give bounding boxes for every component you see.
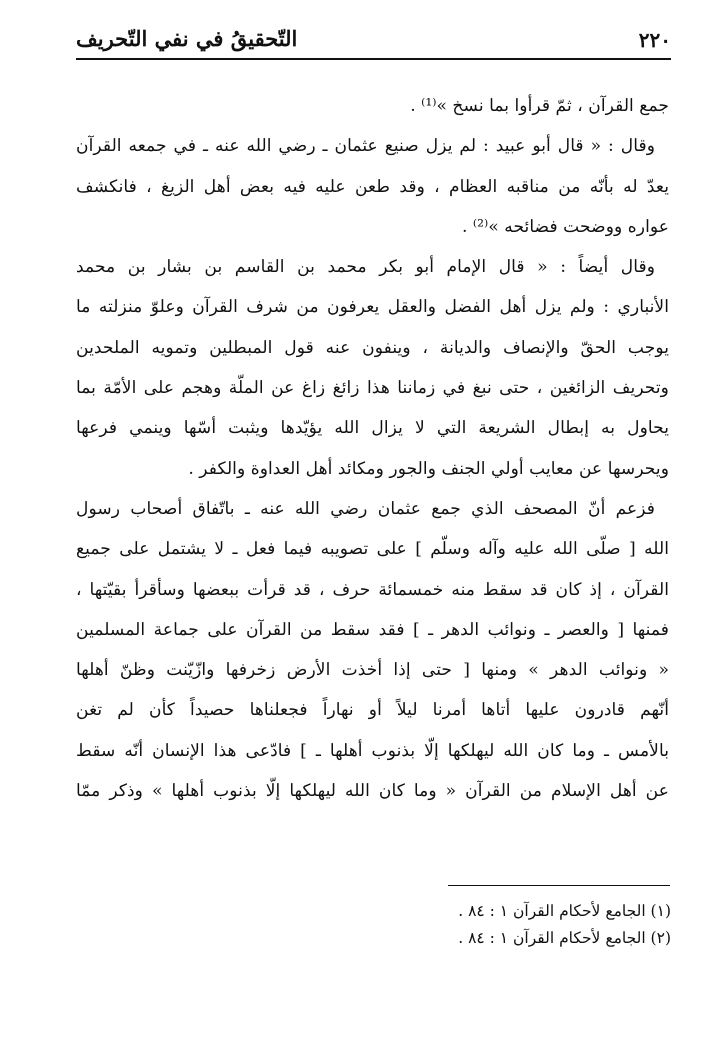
footnote-item: (١) الجامع لأحكام القرآن ١ : ٨٤ . [458,902,671,920]
text-line: « ونوائب الدهر » ومنها [ حتى إذا أخذت الأرض زخرفها وازّيّنت وظنّ أهلها [76,660,669,681]
text-line: الله [ صلّى الله عليه وآله وسلّم ] على تصويبه فيما فعل ـ لا يشتمل على جميع [76,539,669,560]
text-line: جمع القرآن ، ثمّ قرأوا بما نسخ »⁽¹⁾ . [410,96,669,116]
text-line: فزعم أنّ المصحف الذي جمع عثمان رضي الله عنه ـ باتّفاق أصحاب رسول [76,498,655,519]
running-title: التّحقيقُ في نفي التّحريف [76,26,298,51]
text-line: وقال : « قال أبو عبيد : لم يزل صنيع عثمان ـ رضي الله عنه ـ في جمعه القرآن [76,136,655,157]
text-line: أنّهم قادرون عليها أتاها أمرنا ليلاً أو نهاراً فجعلناها حصيداً كأن لم تغن [76,700,669,721]
text-line: القرآن ، إذ كان قد سقط منه خمسمائة حرف ، قد قرأت ببعضها وسأقرأ بقيّتها ، [76,579,669,600]
text-line: عن أهل الإسلام من القرآن « وما كان الله ليهلكها إلّا بذنوب أهلها » وذكر ممّا [76,781,669,802]
body-text [76,86,669,811]
footnote-item: (٢) الجامع لأحكام القرآن ١ : ٨٤ . [458,929,671,947]
page-header [76,22,671,60]
text-line: يعدّ له بأنّه من مناقبه العظام ، وقد طعن عليه فيه بعض أهل الزيغ ، فانكشف [76,176,669,197]
text-line: ويحرسها عن معايب أولي الجنف والجور ومكائد أهل العداوة والكفر . [188,458,669,479]
footnotes [76,898,671,952]
text-line: فمنها [ والعصر ـ ونوائب الدهر ـ ] فقد سقط من القرآن على جماعة المسلمين [76,619,669,640]
text-line: الأنباري : ولم يزل أهل الفضل والعقل يعرفون من شرف القرآن وعلوّ منزلته ما [76,297,669,318]
text-line: بالأمس ـ وما كان الله ليهلكها إلّا بذنوب أهلها ـ ] فادّعى هذا الإنسان أنّه سقط [76,740,669,761]
text-line: عواره ووضحت فضائحه »⁽²⁾ . [461,216,669,237]
page-number: ٢٢٠ [638,28,671,52]
text-line: يوجب الحقّ والإنصاف والديانة ، وينفون عنه قول المبطلين وتمويه الملحدين [76,337,669,358]
text-line: وتحريف الزائغين ، حتى نبغ في زماننا هذا زائغ زاغ عن الملّة وهجم على الأمّة بما [76,378,669,399]
footnote-divider [448,885,670,886]
text-line: وقال أيضاً : « قال الإمام أبو بكر محمد بن القاسم بن بشار بن محمد [76,257,655,278]
text-line: يحاول به إبطال الشريعة التي لا يزال الله يؤيّدها ويثبت أسّها وينمي فرعها [76,418,669,439]
